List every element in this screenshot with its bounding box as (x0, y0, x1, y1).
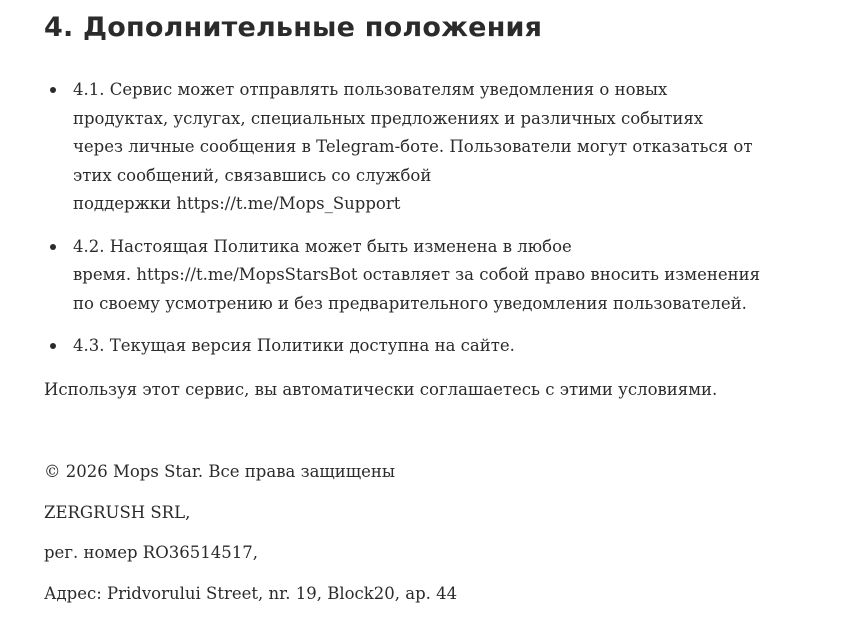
footer-copyright: © 2026 Mops Star. Все права защищены (44, 462, 395, 481)
text-fragment: время. (73, 265, 137, 284)
footer-company: ZERGRUSH SRL, (44, 503, 191, 522)
list-item-text (73, 233, 763, 319)
bullet-icon (50, 87, 56, 93)
bullet-icon (50, 244, 56, 250)
bot-link[interactable]: https://t.me/MopsStarsBot (136, 265, 358, 284)
section-title: 4. Дополнительные положения (44, 12, 543, 43)
text-fragment: поддержки (73, 194, 177, 213)
list-item-text (73, 332, 763, 361)
text-line: этих сообщений, связавшись со службой (73, 165, 432, 185)
bullet-icon (50, 343, 56, 349)
footer-address: Адрес: Pridvorului Street, nr. 19, Block20, ap. 44 (44, 584, 458, 603)
text-line (73, 190, 763, 219)
text-line: 4.2. Настоящая Политика может быть изменена в любое (73, 236, 572, 256)
list-item-4-1 (44, 76, 804, 219)
text-line: через личные сообщения в Telegram-боте. Пользователи могут отказаться от (73, 137, 753, 156)
provisions-list (44, 76, 804, 375)
closing-statement: Используя этот сервис, вы автоматически соглашаетесь с этими условиями. (44, 380, 718, 399)
support-link[interactable]: https://t.me/Mops_Support (176, 194, 401, 213)
text-line: 4.1. Сервис может отправлять пользователям уведомления о новых (73, 80, 668, 99)
text-line: по своему усмотрению и без предварительного уведомления пользователей. (73, 293, 747, 313)
text-line: продуктах, услугах, специальных предложениях и различных событиях (73, 108, 704, 128)
list-item-text (73, 76, 763, 219)
text-line: 4.3. Текущая версия Политики доступна на сайте. (73, 336, 515, 355)
text-line (73, 261, 763, 290)
text-fragment: оставляет за собой право вносить изменения (357, 265, 760, 284)
list-item-4-2 (44, 233, 804, 319)
footer-registration: рег. номер RO36514517, (44, 543, 258, 562)
list-item-4-3 (44, 332, 804, 361)
